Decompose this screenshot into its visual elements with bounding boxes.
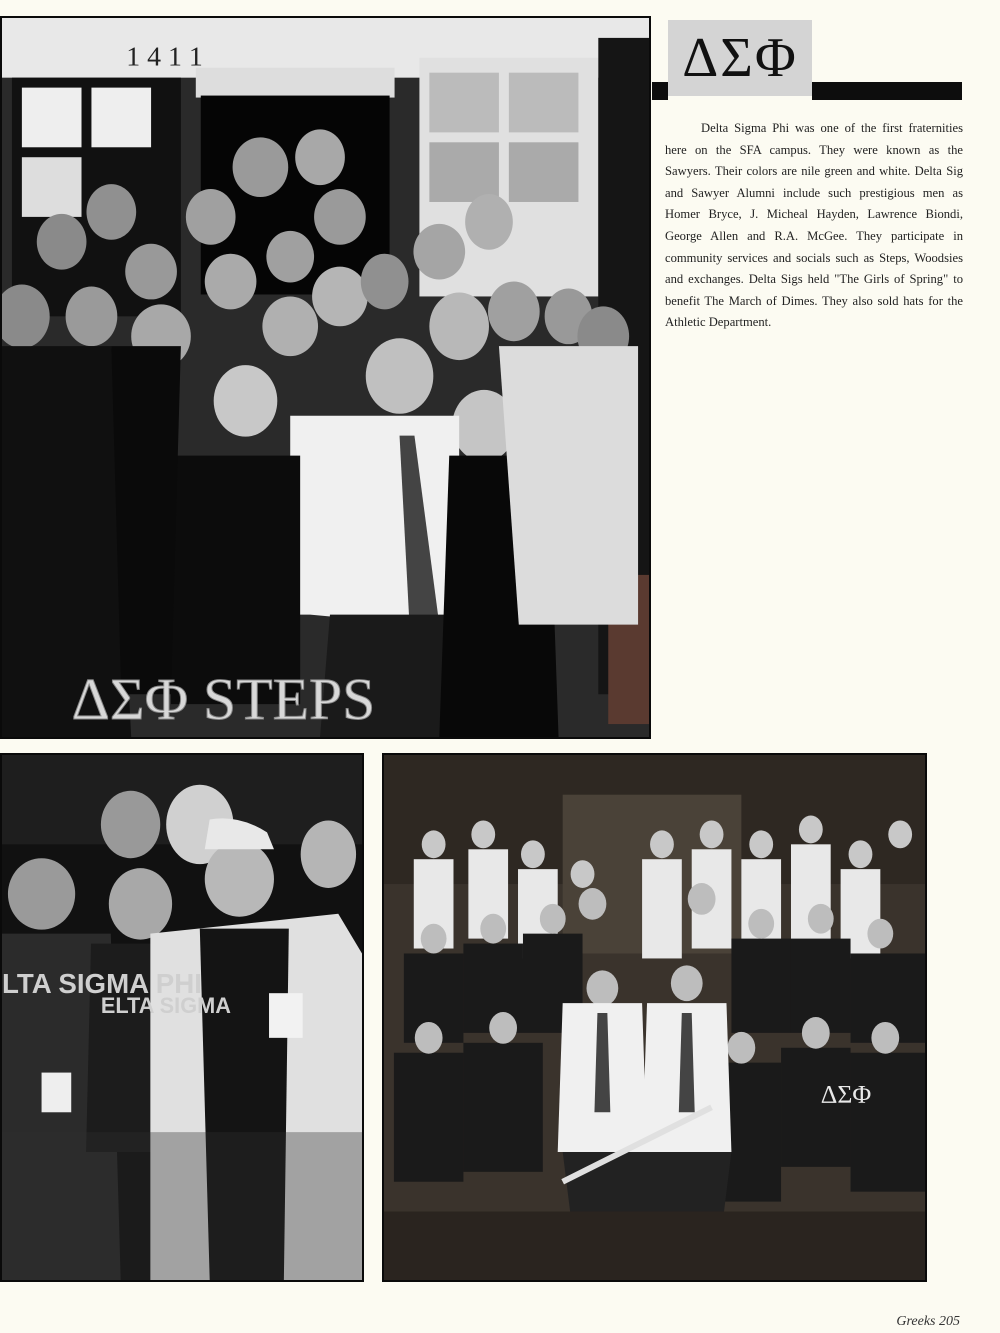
shirt-text-1: LTA SIGMA PHI [2,968,202,1000]
page-footer: Greeks 205 [896,1314,960,1329]
bottom-left-photo-image [2,755,362,1280]
bottom-right-photo-image [384,755,925,1280]
house-number: 1 4 1 1 [126,41,203,73]
bottom-right-photo [382,753,927,1282]
main-group-photo [0,16,651,739]
shirt-letters: ΔΣΦ [820,1079,872,1109]
article-body: Delta Sigma Phi was one of the first fraternities here on the SFA campus. They were known as the Sawyers. Their colors are nile green and white. Delta Sig and Sawyer Alumni include such prestigious men as Homer Bryce, J. Micheal Hayden, Lawrence Biondi, George Allen and R.A. McGee. They participate in community services and socials such as Steps, Woodsies and exchanges. Delta Sigs held "The Girls of Spring" to benefit The March of Dimes. They also sold hats for the Athletic Department. [665,121,963,330]
bottom-left-photo [0,753,364,1282]
shirt-text-2: ELTA SIGMA [100,992,231,1019]
title-rule-left [652,82,668,100]
page-title: ΔΣΦ [668,20,812,96]
main-photo-image [2,18,649,737]
steps-banner-text: ΔΣΦ STEPS [71,666,376,733]
title-rule [812,82,962,100]
